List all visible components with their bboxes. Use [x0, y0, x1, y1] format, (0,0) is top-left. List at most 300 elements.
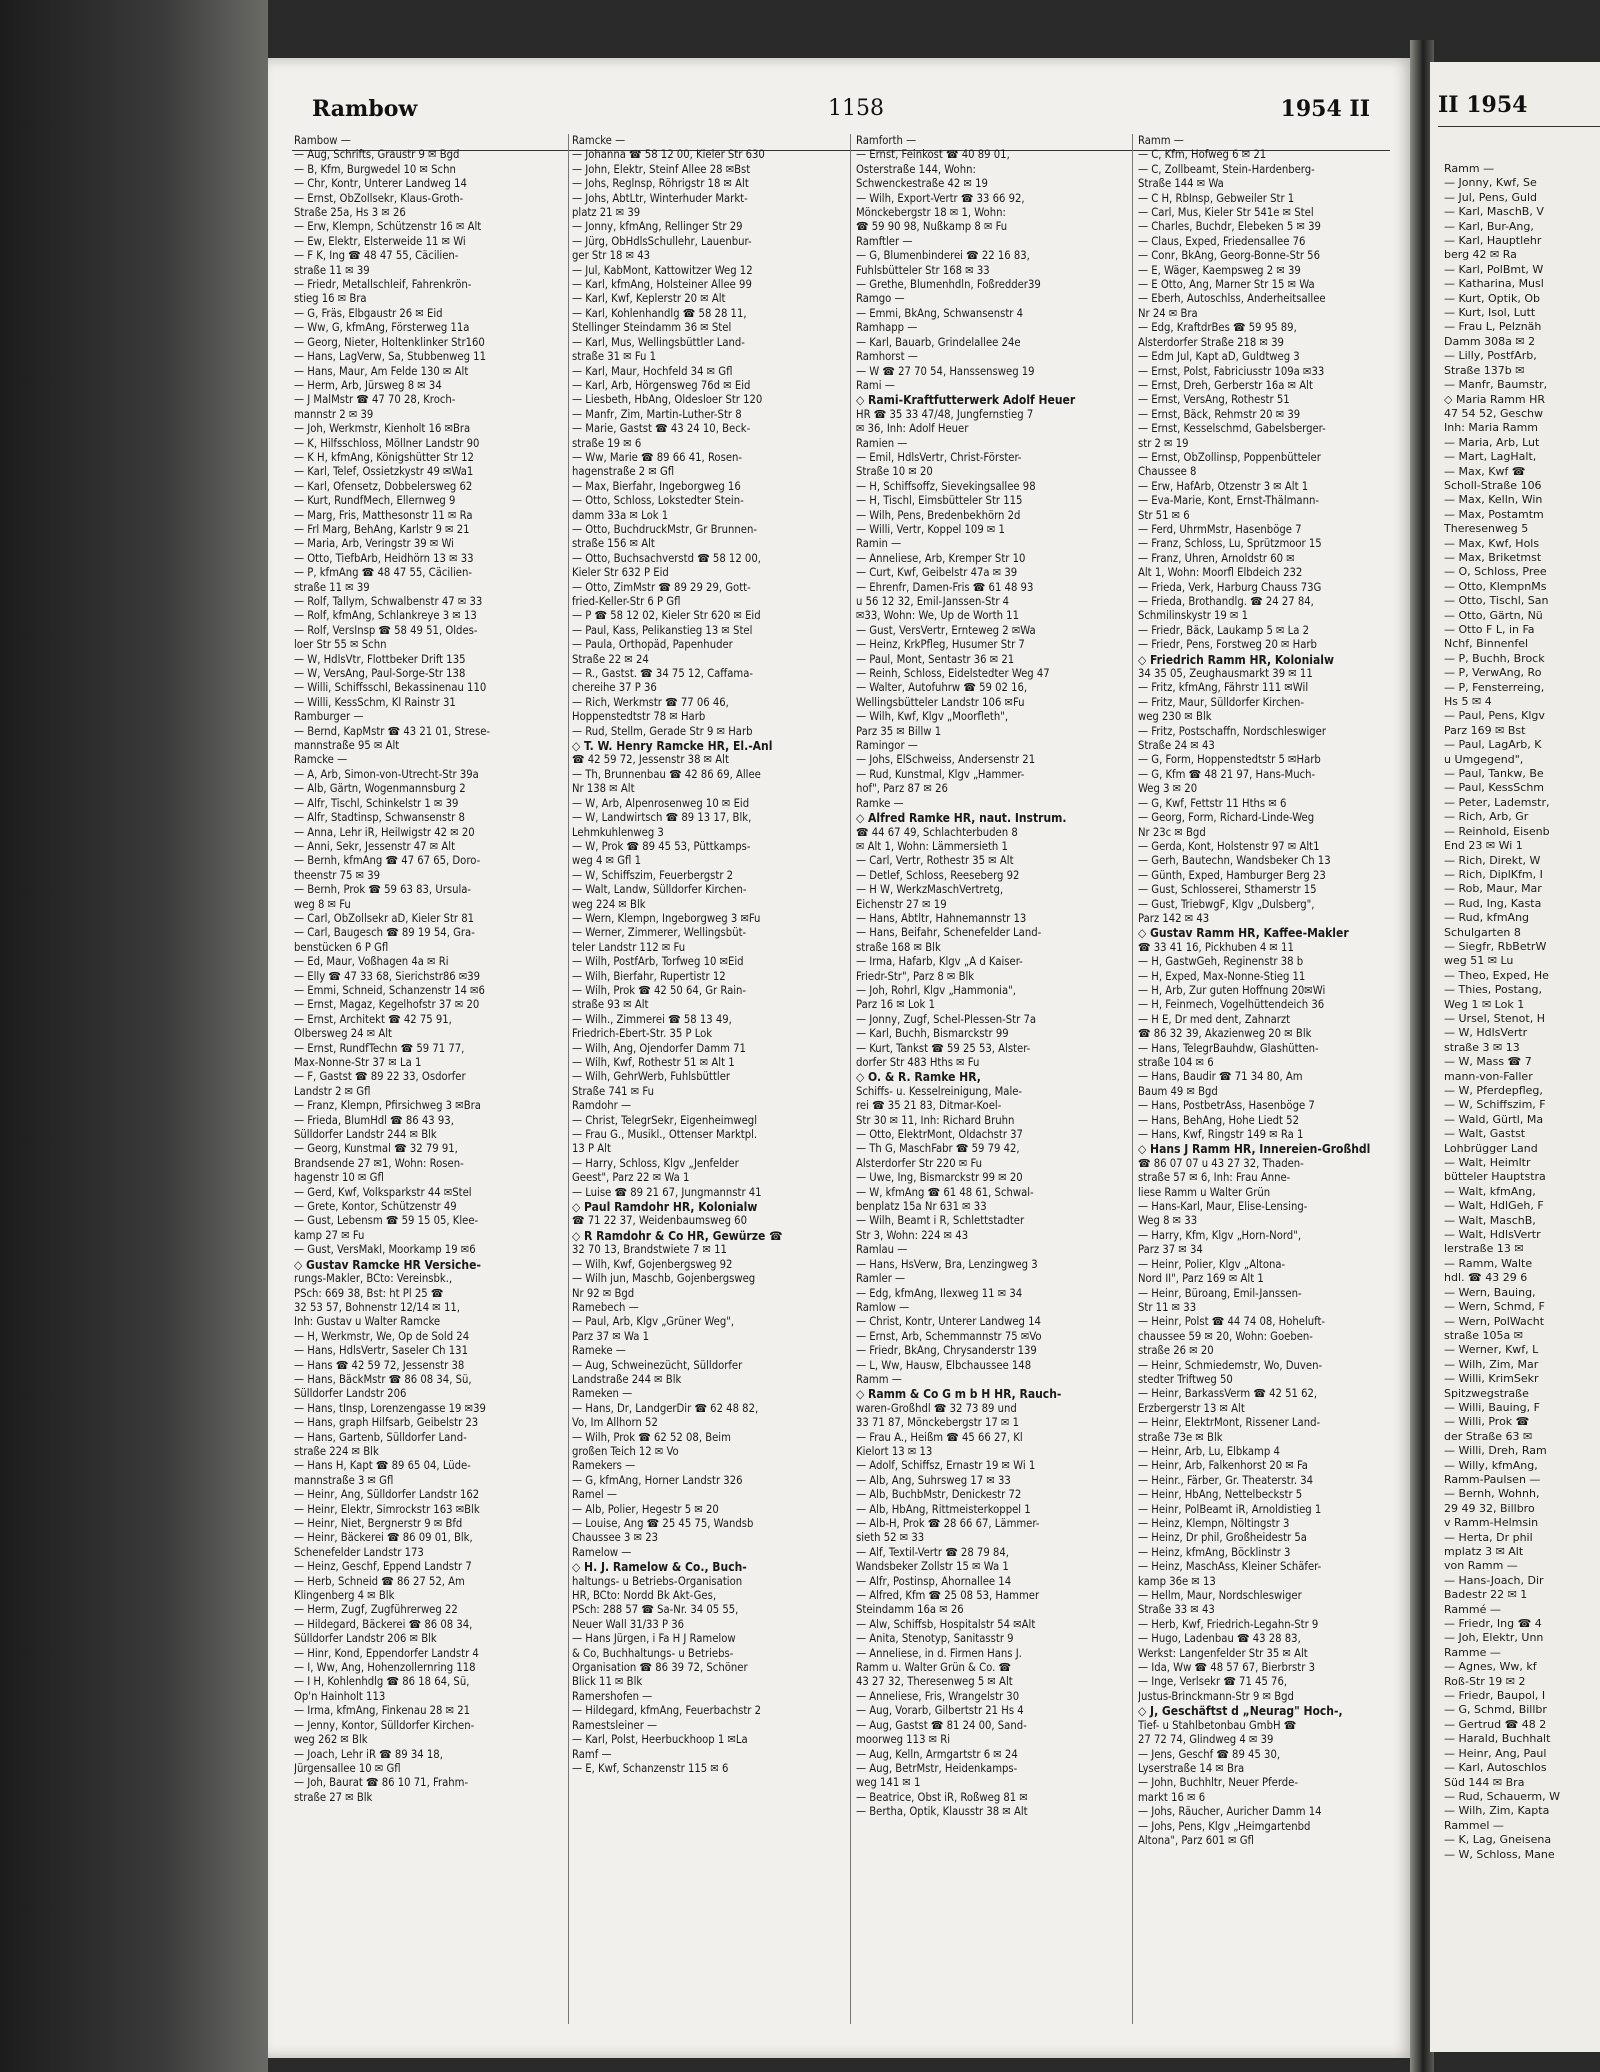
directory-entry: — Georg, Form, Richard-Linde-Weg: [1138, 811, 1315, 825]
directory-entry: — Joh, Rohrl, Klgv „Hammonia",: [856, 983, 1016, 997]
facing-entry: — Walt, MaschB,: [1444, 1213, 1536, 1227]
directory-entry: Ramebech —: [572, 1300, 639, 1314]
facing-entry: — Paul, KessSchm: [1444, 781, 1545, 795]
directory-entry: ☎ 86 32 39, Akazienweg 20 ✉ Blk: [1138, 1027, 1312, 1041]
directory-entry: Ramforth —: [856, 134, 917, 147]
directory-entry: straße 93 ✉ Alt: [572, 998, 649, 1012]
facing-entry: — K, Lag, Gneisena: [1444, 1833, 1552, 1847]
directory-entry: ger Str 18 ✉ 43: [572, 249, 651, 263]
directory-entry: — Curt, Kwf, Geibelstr 47a ✉ 39: [856, 566, 1018, 580]
directory-entry: Straße 10 ✉ 20: [856, 465, 933, 479]
facing-entry: — Frau L, Pelznäh: [1444, 320, 1542, 334]
directory-entry: — Johs, Pens, Klgv „Heimgartenbd: [1138, 1819, 1311, 1833]
facing-entry: — Werner, Kwf, L: [1444, 1343, 1539, 1357]
directory-entry: rungs-Makler, BCto: Vereinsbk.,: [294, 1272, 453, 1286]
directory-entry: Nord II", Parz 169 ✉ Alt 1: [1138, 1272, 1264, 1286]
directory-entry: — Otto, TiefbArb, Heidhörn 13 ✉ 33: [294, 551, 474, 565]
facing-entry: — Hans-Joach, Dir: [1444, 1573, 1544, 1587]
directory-entry: — Heinr., Färber, Gr. Theaterstr. 34: [1138, 1473, 1314, 1487]
directory-entry: — Ww, G, kfmAng, Försterweg 11a: [294, 321, 470, 335]
directory-entry: damm 33a ✉ Lok 1: [572, 508, 669, 522]
facing-entry: — W, Schloss, Mane: [1444, 1847, 1555, 1861]
facing-entry: — Walt, kfmAng,: [1444, 1184, 1536, 1198]
directory-entry: weg 8 ✉ Fu: [294, 897, 351, 911]
directory-entry: — Heinr, BarkassVerm ☎ 42 51 62,: [1138, 1387, 1318, 1401]
directory-entry: rei ☎ 35 21 83, Ditmar-Koel-: [856, 1099, 1002, 1113]
directory-entry: straße 156 ✉ Alt: [572, 537, 655, 551]
directory-entry: Landstr 2 ✉ Gfl: [294, 1084, 371, 1098]
directory-entry: ☎ 86 07 07 u 43 27 32, Thaden-: [1138, 1156, 1304, 1170]
facing-entry: — Wern, Bauing,: [1444, 1285, 1536, 1299]
directory-entry: — Ernst, Arb, Schemmannstr 75 ✉Vo: [856, 1329, 1042, 1343]
directory-entry: — Inge, Verlsekr ☎ 71 45 76,: [1138, 1675, 1288, 1689]
directory-entry: — Heinr, PolBeamt iR, Arnoldistieg 1: [1138, 1502, 1322, 1516]
directory-entry: — Karl, Kohlenhandlg ☎ 58 28 11,: [572, 306, 747, 320]
directory-entry: Justus-Brinckmann-Str 9 ✉ Bgd: [1138, 1689, 1294, 1703]
directory-entry: — Claus, Exped, Friedensallee 76: [1138, 234, 1306, 248]
directory-entry: — Otto, Schloss, Lokstedter Stein-: [572, 494, 744, 508]
facing-entry: bütteler Hauptstra: [1444, 1170, 1546, 1184]
facing-entry: — Lilly, PostfArb,: [1444, 349, 1537, 363]
facing-entry: — Peter, Lademstr,: [1444, 795, 1550, 809]
directory-entry: ◇ Gustav Ramcke HR Versiche-: [294, 1257, 481, 1272]
directory-entry: — Liesbeth, HbAng, Oldesloer Str 120: [572, 393, 763, 407]
directory-entry: — Karl, Bauarb, Grindelallee 24e: [856, 335, 1021, 349]
directory-entry: — Alb, Polier, Hegestr 5 ✉ 20: [572, 1502, 719, 1516]
directory-entry: — Elly ☎ 47 33 68, Sierichstr86 ✉39: [294, 969, 481, 983]
directory-entry: — Alw, Schiffsb, Hospitalstr 54 ✉Alt: [856, 1617, 1036, 1631]
directory-entry: — Ehrenfr, Damen-Fris ☎ 61 48 93: [856, 580, 1034, 594]
directory-entry: — P ☎ 58 12 02, Kieler Str 620 ✉ Eid: [572, 609, 761, 623]
facing-entry: — Herta, Dr phil: [1444, 1530, 1533, 1544]
facing-entry: — P, VerwAng, Ro: [1444, 666, 1542, 680]
directory-entry: — C H, RbInsp, Gebweiler Str 1: [1138, 191, 1295, 205]
directory-entry: — Willi, KessSchm, Kl Rainstr 31: [294, 695, 456, 709]
directory-entry: — Ernst, Kesselschmd, Gabelsberger-: [1138, 422, 1326, 436]
directory-entry: straße 11 ✉ 39: [294, 263, 370, 277]
directory-entry: ✉ 36, Inh: Adolf Heuer: [856, 422, 969, 436]
directory-entry: Organisation ☎ 86 39 72, Schöner: [572, 1661, 748, 1675]
directory-entry: weg 262 ✉ Blk: [294, 1733, 368, 1747]
column-3: [856, 134, 1128, 2044]
directory-entry: — Friedr, BkAng, Chrysanderstr 139: [856, 1344, 1037, 1358]
directory-entry: ◇ Gustav Ramm HR, Kaffee-Makler: [1138, 926, 1349, 941]
directory-entry: — W, Schiffszim, Feuerbergstr 2: [572, 868, 734, 882]
facing-entry: — Wald, Gürtl, Ma: [1444, 1112, 1544, 1126]
directory-entry: Ramel —: [572, 1488, 617, 1502]
directory-entry: — Ed, Maur, Voßhagen 4a ✉ Ri: [294, 955, 449, 969]
directory-entry: — Louise, Ang ☎ 25 45 75, Wandsb: [572, 1517, 754, 1530]
directory-entry: — Franz, Schloss, Lu, Sprützmoor 15: [1138, 537, 1322, 551]
directory-entry: — Hans, Baudir ☎ 71 34 80, Am: [1138, 1070, 1303, 1084]
directory-entry: — Edm Jul, Kapt aD, Guldtweg 3: [1138, 350, 1300, 364]
directory-entry: dorfer Str 483 Hths ✉ Fu: [856, 1056, 980, 1069]
facing-entry: — Ramm, Walte: [1444, 1256, 1533, 1270]
directory-entry: — Hans, PostbetrAss, Hasenböge 7: [1138, 1099, 1315, 1113]
directory-entry: Hoppenstedtstr 78 ✉ Harb: [572, 710, 706, 724]
facing-entry: weg 51 ✉ Lu: [1444, 954, 1514, 968]
directory-entry: ☎ 33 41 16, Pickhuben 4 ✉ 11: [1138, 940, 1294, 954]
directory-entry: — Wilh, GehrWerb, Fuhlsbüttler: [572, 1070, 731, 1084]
directory-entry: — Franz, Uhren, Arnoldstr 60 ✉: [1138, 551, 1295, 565]
directory-entry: — Heinz, Klempn, Nöltingstr 3: [1138, 1517, 1290, 1530]
facing-entry: — Wilh, Zim, Kapta: [1444, 1804, 1550, 1818]
facing-entry: Schulgarten 8: [1444, 925, 1521, 939]
directory-entry: — Alfr, Tischl, Schinkelstr 1 ✉ 39: [294, 796, 459, 810]
directory-entry: HR, BCto: Nordd Bk Akt-Ges,: [572, 1589, 717, 1603]
facing-entry: u Umgegend",: [1444, 752, 1524, 766]
directory-entry: — Rud, Stellm, Gerade Str 9 ✉ Harb: [572, 724, 753, 738]
directory-entry: ◇ J, Geschäftst d „Neurag" Hoch-,: [1138, 1704, 1343, 1719]
facing-entry: — Friedr, Ing ☎ 4: [1444, 1617, 1542, 1631]
directory-entry: — Carl, Mus, Kieler Str 541e ✉ Stel: [1138, 206, 1314, 220]
facing-entry: End 23 ✉ Wi 1: [1444, 839, 1523, 853]
directory-entry: — Friedr, Metallschleif, Fahrenkrön-: [294, 278, 472, 292]
directory-entry: Ramingor —: [856, 739, 918, 753]
directory-entry: straße 11 ✉ 39: [294, 580, 370, 594]
directory-entry: großen Teich 12 ✉ Vo: [572, 1444, 679, 1458]
directory-entry: — Emil, HdlsVertr, Christ-Förster-: [856, 450, 1022, 464]
directory-entry: — Ernst, RundfTechn ☎ 59 71 77,: [294, 1041, 465, 1055]
directory-entry: — Johs, AbtLtr, Winterhuder Markt-: [572, 191, 748, 205]
directory-entry: — W, Arb, Alpenrosenweg 10 ✉ Eid: [572, 796, 750, 810]
directory-entry: ☎ 44 67 49, Schlachterbuden 8: [856, 825, 1018, 839]
directory-entry: — Grethe, Blumenhdln, Foßredder39: [856, 278, 1041, 292]
facing-entry: — Joh, Elektr, Unn: [1444, 1631, 1544, 1645]
facing-entry: Süd 144 ✉ Bra: [1444, 1775, 1525, 1789]
directory-entry: — Eberh, Autoschlss, Anderheitsallee: [1138, 292, 1326, 306]
directory-entry: — Kurt, RundfMech, Ellernweg 9: [294, 494, 456, 508]
directory-entry: straße 224 ✉ Blk: [294, 1444, 379, 1458]
directory-entry: Vo, Im Allhorn 52: [572, 1416, 658, 1430]
directory-entry: stedter Triftweg 50: [1138, 1372, 1233, 1386]
directory-entry: — Willi, Schiffsschl, Bekassinenau 110: [294, 681, 487, 695]
directory-entry: — Ernst, Feinkost ☎ 40 89 01,: [856, 148, 1010, 162]
directory-entry: — Jürg, ObHdlsSchullehr, Lauenbur-: [572, 234, 752, 248]
directory-entry: — H W, WerkzMaschVertretg,: [856, 883, 1004, 897]
facing-entry: Nchf, Binnenfel: [1444, 637, 1529, 651]
facing-entry: — Rich, Direkt, W: [1444, 853, 1541, 867]
directory-entry: Landstraße 244 ✉ Blk: [572, 1372, 682, 1386]
directory-entry: — G, Form, Hoppenstedtstr 5 ✉Harb: [1138, 753, 1321, 767]
directory-entry: — Wilh, Prok ☎ 42 50 64, Gr Rain-: [572, 983, 747, 997]
directory-entry: weg 141 ✉ 1: [856, 1776, 921, 1790]
directory-entry: Werkst: Langenfelder Str 35 ✉ Alt: [1138, 1646, 1308, 1660]
directory-entry: — Karl, Telef, Ossietzkystr 49 ✉Wa1: [294, 465, 474, 479]
directory-entry: Parz 37 ✉ Wa 1: [572, 1329, 649, 1343]
directory-entry: Straße 22 ✉ 24: [572, 652, 649, 666]
facing-entry: Ramm —: [1444, 162, 1495, 175]
directory-entry: straße 73e ✉ Blk: [1138, 1430, 1223, 1444]
facing-entry: berg 42 ✉ Ra: [1444, 248, 1517, 262]
directory-entry: markt 16 ✉ 6: [1138, 1790, 1206, 1804]
directory-entry: — Anneliese, Arb, Kremper Str 10: [856, 551, 1026, 565]
directory-entry: ☎ 42 59 72, Jessenstr 38 ✉ Alt: [572, 753, 729, 767]
directory-entry: Ramekers —: [572, 1459, 636, 1473]
directory-entry: — Hans Jürgen, i Fa H J Ramelow: [572, 1632, 736, 1646]
facing-entry: lerstraße 13 ✉: [1444, 1242, 1524, 1256]
directory-entry: — W, VersAng, Paul-Sorge-Str 138: [294, 667, 466, 681]
directory-entry: — Hans, Kwf, Ringstr 149 ✉ Ra 1: [1138, 1128, 1304, 1142]
directory-entry: — Rich, Werkmstr ☎ 77 06 46,: [572, 695, 729, 709]
directory-entry: Ramcke —: [294, 753, 348, 767]
directory-entry: Ramcke —: [572, 134, 626, 147]
directory-entry: — Alb-H, Prok ☎ 28 66 67, Lämmer-: [856, 1517, 1040, 1530]
directory-entry: — Karl, Kwf, Keplerstr 20 ✉ Alt: [572, 292, 726, 306]
directory-entry: — Karl, Mus, Wellingsbüttler Land-: [572, 335, 745, 349]
facing-entry: — Karl, MaschB, V: [1444, 205, 1544, 219]
facing-column: [1444, 162, 1600, 2022]
directory-entry: hagenstraße 2 ✉ Gfl: [572, 465, 675, 479]
facing-entry: — Manfr, Baumstr,: [1444, 378, 1548, 392]
directory-entry: — I H, Kohlenhdlg ☎ 86 18 64, Sü,: [294, 1675, 470, 1689]
facing-entry: Spitzwegstraße: [1444, 1386, 1529, 1400]
directory-entry: — E, Kwf, Schanzenstr 115 ✉ 6: [572, 1761, 729, 1775]
directory-entry: — Heinr, Niet, Bergnerstr 9 ✉ Bfd: [294, 1517, 463, 1530]
directory-entry: — Wilh, Bierfahr, Rupertistr 12: [572, 969, 726, 983]
directory-entry: Ramf —: [572, 1747, 612, 1761]
directory-entry: — Frau A., Heißm ☎ 45 66 27, Kl: [856, 1430, 1023, 1444]
facing-header-rule: [1438, 126, 1600, 127]
directory-entry: — Gust, TriebwgF, Klgv „Dulsberg",: [1138, 897, 1315, 911]
directory-entry: — Otto, ZimMstr ☎ 89 29 29, Gott-: [572, 580, 751, 594]
directory-entry: — Reinh, Schloss, Eidelstedter Weg 47: [856, 667, 1050, 681]
directory-entry: — Wilh jun, Maschb, Gojenbergsweg: [572, 1272, 756, 1286]
directory-entry: — A, Arb, Simon-von-Utrecht-Str 39a: [294, 767, 479, 781]
facing-entry: — Walt, HdlsVertr: [1444, 1228, 1541, 1242]
directory-entry: 33 71 87, Mönckebergstr 17 ✉ 1: [856, 1416, 1020, 1430]
facing-entry: Rammé —: [1444, 1602, 1501, 1616]
facing-entry: Lohbrügger Land: [1444, 1141, 1538, 1155]
directory-entry: — Alfr, Stadtinsp, Schwansenstr 8: [294, 811, 465, 825]
directory-entry: — Wilh, PostfArb, Torfweg 10 ✉Eid: [572, 955, 744, 969]
directory-entry: — Maria, Arb, Veringstr 39 ✉ Wi: [294, 537, 454, 551]
directory-entry: — Chr, Kontr, Unterer Landweg 14: [294, 177, 467, 191]
directory-entry: — Otto, BuchdruckMstr, Gr Brunnen-: [572, 522, 758, 536]
facing-entry: — G, Schmd, Billbr: [1444, 1703, 1547, 1717]
directory-entry: ☎ 71 22 37, Weidenbaumsweg 60: [572, 1214, 747, 1228]
directory-entry: Str 3, Wohn: 224 ✉ 43: [856, 1228, 969, 1242]
directory-entry: — Aug, Schrifts, Graustr 9 ✉ Bgd: [294, 148, 460, 162]
directory-entry: — Paul, Arb, Klgv „Grüner Weg",: [572, 1315, 735, 1329]
facing-entry: — Rich, DiplKfm, I: [1444, 867, 1543, 881]
directory-entry: — Ferd, UhrmMstr, Hasenböge 7: [1138, 522, 1302, 536]
directory-entry: Ramhorst —: [856, 350, 918, 364]
directory-entry: — Gerh, Bautechn, Wandsbeker Ch 13: [1138, 854, 1331, 868]
directory-entry: — Karl, Ofensetz, Dobbelersweg 62: [294, 479, 473, 493]
directory-entry: Ramler —: [856, 1272, 906, 1286]
directory-entry: — Walt, Landw, Sülldorfer Kirchen-: [572, 883, 747, 897]
directory-entry: Rameke —: [572, 1344, 626, 1358]
directory-entry: — C, Zollbeamt, Stein-Hardenberg-: [1138, 162, 1315, 176]
directory-entry: Ramien —: [856, 436, 908, 450]
directory-entry: ◇ Alfred Ramke HR, naut. Instrum.: [856, 811, 1067, 826]
facing-entry: — Otto F L, in Fa: [1444, 623, 1535, 636]
directory-entry: Max-Nonne-Str 37 ✉ La 1: [294, 1056, 422, 1069]
directory-entry: liese Ramm u Walter Grün: [1138, 1185, 1271, 1199]
directory-entry: — Hans, Dr, LandgerDir ☎ 62 48 82,: [572, 1401, 759, 1415]
directory-entry: — G, Fräs, Elbgaustr 26 ✉ Eid: [294, 306, 443, 320]
directory-entry: Rambow —: [294, 134, 351, 147]
directory-entry: — Carl, Vertr, Rothestr 35 ✉ Alt: [856, 854, 1014, 868]
directory-entry: ☎ 59 90 98, Nußkamp 8 ✉ Fu: [856, 220, 1008, 234]
directory-entry: — Marg, Fris, Matthesonstr 11 ✉ Ra: [294, 508, 473, 522]
directory-entry: 43 27 32, Theresenweg 5 ✉ Alt: [856, 1675, 1013, 1689]
header-name: Rambow: [312, 96, 418, 122]
directory-entry: — Wilh, Ang, Ojendorfer Damm 71: [572, 1041, 746, 1055]
directory-entry: — Carl, ObZollsekr aD, Kieler Str 81: [294, 911, 475, 925]
directory-entry: — B, Kfm, Burgwedel 10 ✉ Schn: [294, 162, 456, 176]
directory-entry: — Hans, Maur, Am Felde 130 ✉ Alt: [294, 364, 469, 378]
directory-entry: — Anna, Lehr iR, Heilwigstr 42 ✉ 20: [294, 825, 475, 839]
directory-entry: — Otto, Buchsachverstd ☎ 58 12 00,: [572, 551, 761, 565]
directory-entry: — Rolf, VersInsp ☎ 58 49 51, Oldes-: [294, 623, 478, 637]
directory-entry: — Willi, Vertr, Koppel 109 ✉ 1: [856, 522, 1005, 536]
facing-entry: — Otto, Gärtn, Nü: [1444, 608, 1543, 622]
directory-entry: kamp 27 ✉ Fu: [294, 1228, 365, 1242]
directory-entry: — H, Tischl, Eimsbütteler Str 115: [856, 494, 1023, 508]
page-header: [268, 88, 1414, 128]
directory-entry: straße 27 ✉ Blk: [294, 1790, 373, 1804]
directory-entry: — Ernst, Magaz, Kegelhofstr 37 ✉ 20: [294, 998, 480, 1012]
directory-entry: 27 72 74, Glindweg 4 ✉ 39: [1138, 1733, 1274, 1747]
directory-entry: — Karl, Arb, Hörgensweg 76d ✉ Eid: [572, 378, 751, 392]
directory-entry: ◇ Hans J Ramm HR, Innereien-Großhdl: [1138, 1142, 1371, 1157]
facing-entry: — Siegfr, RbBetrW: [1444, 939, 1547, 953]
directory-entry: — Jenny, Kontor, Sülldorfer Kirchen-: [294, 1718, 475, 1732]
directory-entry: — Hellm, Maur, Nordschleswiger: [1138, 1589, 1302, 1603]
directory-entry: — G, Blumenbinderei ☎ 22 16 83,: [856, 249, 1030, 263]
directory-entry: — Wilh, Export-Vertr ☎ 33 66 92,: [856, 191, 1025, 205]
directory-entry: mannstraße 95 ✉ Alt: [294, 739, 400, 753]
directory-entry: — Frieda, Brothandlg. ☎ 24 27 84,: [1138, 595, 1314, 608]
facing-entry: — Max, Kwf ☎: [1444, 464, 1526, 478]
directory-entry: ◇ Friedrich Ramm HR, Kolonialw: [1138, 652, 1334, 667]
facing-entry: Roß-Str 19 ✉ 2: [1444, 1674, 1526, 1688]
directory-entry: Jürgensallee 10 ✉ Gfl: [294, 1761, 401, 1775]
directory-entry: — Aug, Gastst ☎ 81 24 00, Sand-: [856, 1718, 1027, 1732]
facing-entry: — W, Mass ☎ 7: [1444, 1055, 1532, 1069]
directory-entry: Straße 33 ✉ 43: [1138, 1603, 1215, 1617]
facing-entry: — Thies, Postang,: [1444, 983, 1542, 997]
directory-entry: — Ernst, Dreh, Gerberstr 16a ✉ Alt: [1138, 378, 1313, 392]
directory-entry: — Wilh, Prok ☎ 62 52 08, Beim: [572, 1430, 731, 1444]
directory-entry: ◇ R Ramdohr & Co HR, Gewürze ☎: [572, 1228, 783, 1243]
directory-entry: — Heinr, Bäckerei ☎ 86 09 01, Blk,: [294, 1531, 473, 1545]
directory-entry: — Joach, Lehr iR ☎ 89 34 18,: [294, 1747, 443, 1761]
directory-entry: — Hans, graph Hilfsarb, Geibelstr 23: [294, 1416, 479, 1430]
directory-entry: — Anni, Sekr, Jessenstr 47 ✉ Alt: [294, 839, 456, 853]
directory-entry: Nr 92 ✉ Bgd: [572, 1286, 635, 1300]
directory-entry: — Hans, Abtltr, Hahnemannstr 13: [856, 911, 1027, 925]
directory-entry: Ramgo —: [856, 292, 905, 306]
column-divider: [1132, 134, 1133, 2024]
directory-entry: — Hans, HdlsVertr, Saseler Ch 131: [294, 1344, 468, 1358]
column-divider: [850, 134, 851, 2024]
directory-entry: Steindamm 16a ✉ 26: [856, 1603, 964, 1617]
directory-entry: — Heinz, MaschAss, Kleiner Schäfer-: [1138, 1560, 1322, 1574]
facing-entry: — Karl, Hauptlehr: [1444, 234, 1542, 248]
directory-entry: — H, Feinmech, Vogelhüttendeich 36: [1138, 998, 1325, 1012]
directory-entry: — Marie, Gastst ☎ 43 24 10, Beck-: [572, 422, 751, 436]
directory-entry: Straße 25a, Hs 3 ✉ 26: [294, 206, 406, 220]
directory-entry: — R., Gastst. ☎ 34 75 12, Caffama-: [572, 667, 754, 681]
directory-entry: Rameken —: [572, 1387, 633, 1401]
directory-entry: Ramershofen —: [572, 1689, 653, 1703]
facing-entry: — Kurt, Optik, Ob: [1444, 291, 1540, 305]
directory-entry: — Hugo, Ladenbau ☎ 43 28 83,: [1138, 1632, 1301, 1646]
directory-entry: — Wilh, Pens, Bredenbekhörn 2d: [856, 508, 1021, 522]
directory-entry: Lehmkuhlenweg 3: [572, 825, 664, 839]
directory-entry: — Jens, Geschf ☎ 89 45 30,: [1138, 1747, 1281, 1761]
directory-entry: — Heinr, Arb, Lu, Elbkamp 4: [1138, 1444, 1280, 1458]
facing-entry: v Ramm-Helmsin: [1444, 1516, 1539, 1530]
directory-entry: — Johanna ☎ 58 12 00, Kieler Str 630: [572, 148, 765, 162]
directory-entry: — Wilh, Kwf, Gojenbergsweg 92: [572, 1257, 733, 1271]
directory-entry: — Hans, HsVerw, Bra, Lenzingweg 3: [856, 1257, 1038, 1271]
directory-entry: — F, Gastst ☎ 89 22 33, Osdorfer: [294, 1070, 466, 1084]
directory-entry: Brandsende 27 ✉1, Wohn: Rosen-: [294, 1156, 464, 1170]
directory-entry: Rami —: [856, 378, 895, 392]
facing-entry: — Walt, HdlGeh, F: [1444, 1199, 1544, 1213]
directory-entry: — P, kfmAng ☎ 48 47 55, Cäcilien-: [294, 566, 473, 580]
facing-entry: — Paul, Tankw, Be: [1444, 767, 1544, 781]
directory-entry: Str 30 ✉ 11, Inh: Richard Bruhn: [856, 1113, 1015, 1127]
directory-entry: — Johs, Räucher, Auricher Damm 14: [1138, 1805, 1322, 1819]
directory-entry: — Gerd, Kwf, Volksparkstr 44 ✉Stel: [294, 1185, 472, 1199]
directory-entry: — Max, Bierfahr, Ingeborgweg 16: [572, 479, 741, 493]
directory-entry: — Ida, Ww ☎ 48 57 67, Bierbrstr 3: [1138, 1661, 1315, 1675]
facing-entry: — Max, Postamtm: [1444, 507, 1544, 521]
facing-entry: — Agnes, Ww, kf: [1444, 1660, 1537, 1674]
directory-entry: — Franz, Klempn, Pfirsichweg 3 ✉Bra: [294, 1099, 481, 1113]
directory-entry: PSch: 669 38, Bst: ht Pl 25 ☎: [294, 1286, 444, 1300]
directory-entry: — Emmi, BkAng, Schwansenstr 4: [856, 306, 1024, 320]
directory-entry: — Fritz, Maur, Sülldorfer Kirchen-: [1138, 695, 1305, 709]
directory-entry: — Karl, Polst, Heerbuckhoop 1 ✉La: [572, 1733, 748, 1747]
directory-entry: Schwenckestraße 42 ✉ 19: [856, 177, 988, 191]
directory-entry: — Ernst, Architekt ☎ 42 75 91,: [294, 1012, 452, 1026]
directory-entry: — Werner, Zimmerer, Wellingsbüt-: [572, 926, 747, 940]
facing-entry: — Rud, kfmAng: [1444, 911, 1530, 925]
directory-entry: — John, Buchhltr, Neuer Pferde-: [1138, 1776, 1298, 1790]
directory-entry: — Beatrice, Obst iR, Roßweg 81 ✉: [856, 1790, 1028, 1804]
directory-entry: — Rud, Kunstmal, Klgv „Hammer-: [856, 767, 1025, 781]
directory-entry: — Frieda, BlumHdl ☎ 86 43 93,: [294, 1113, 454, 1127]
directory-entry: hof", Parz 87 ✉ 26: [856, 782, 948, 796]
directory-entry: 13 P Alt: [572, 1142, 611, 1156]
directory-entry: — W, Landwirtsch ☎ 89 13 17, Blk,: [572, 811, 752, 825]
facing-entry: — P, Fensterreing,: [1444, 680, 1545, 694]
directory-entry: — Jonny, Zugf, Schel-Plessen-Str 7a: [856, 1012, 1037, 1026]
directory-entry: — Ww, Marie ☎ 89 66 41, Rosen-: [572, 450, 743, 464]
directory-entry: ✉33, Wohn: We, Up de Worth 11: [856, 609, 1019, 623]
directory-entry: Nr 24 ✉ Bra: [1138, 306, 1198, 320]
facing-entry: — Mart, LagHalt,: [1444, 450, 1537, 464]
facing-entry: — Kurt, Isol, Lutt: [1444, 306, 1536, 320]
directory-entry: Friedr-Str", Parz 8 ✉ Blk: [856, 969, 975, 983]
directory-entry: — Georg, Nieter, Holtenklinker Str160: [294, 335, 485, 349]
directory-entry: Str 11 ✉ 33: [1138, 1300, 1197, 1314]
directory-entry: — Heinz, Dr phil, Großheidestr 5a: [1138, 1531, 1307, 1545]
directory-entry: — Hinr, Kond, Eppendorfer Landstr 4: [294, 1646, 479, 1660]
directory-entry: — Heinz, Geschf, Eppend Landstr 7: [294, 1560, 472, 1574]
directory-entry: PSch: 288 57 ☎ Sa-Nr. 34 05 55,: [572, 1603, 739, 1617]
directory-entry: — C, Kfm, Hofweg 6 ✉ 21: [1138, 148, 1267, 162]
directory-entry: u 56 12 32, Emil-Janssen-Str 4: [856, 595, 1010, 608]
directory-entry: — Alb, Ang, Suhrsweg 17 ✉ 33: [856, 1473, 1011, 1487]
facing-entry: von Ramm —: [1444, 1559, 1518, 1573]
